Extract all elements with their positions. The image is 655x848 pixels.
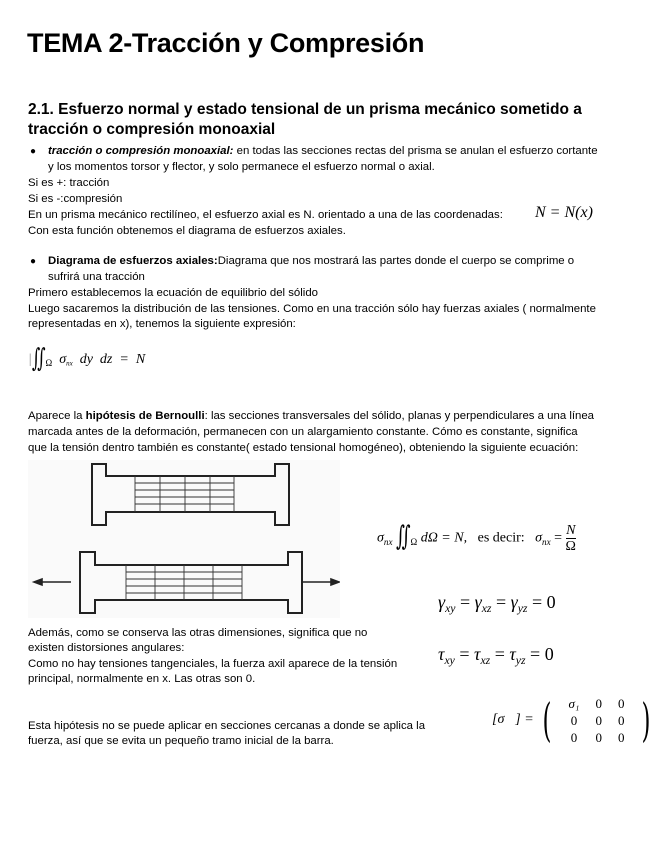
equation-integral-axial: $|∬_\Omega$ $\sigma_{nx}$ dy dz = N <box>28 342 146 373</box>
text-line: existen distorsiones angulares: <box>28 642 185 654</box>
bullet2-line2: sufrirá una tracción <box>48 271 145 283</box>
text-line: Con esta función obtenemos el diagrama de esfuerzos axiales. <box>28 225 346 237</box>
text-line: Esta hipótesis no se puede aplicar en secciones cercanas a donde se aplica la <box>28 720 426 732</box>
equation-gamma-zero: $\gamma_{xy} = \gamma_{xz} = \gamma_{yz} = 0$ <box>438 592 556 616</box>
bernoulli-line1: Aparece la hipótesis de Bernoulli: las secciones transversales del sólido, planas y perpendiculares a una línea <box>28 410 595 422</box>
bullet1-line2: y los momentos torsor y flector, y solo permanece el esfuerzo normal o axial. <box>48 161 435 173</box>
text-line: representadas en x), tenemos la siguiente expresión: <box>28 318 296 330</box>
text-line: En un prisma mecánico rectilíneo, el esfuerzo axial es N. orientado a una de las coordenadas: <box>28 209 503 221</box>
bullet1-text: en todas las secciones rectas del prisma se anulan el esfuerzo cortante <box>233 145 598 157</box>
text-line: principal, normalmente en x. Las otras son 0. <box>28 673 256 685</box>
bullet-icon: ● <box>30 256 37 267</box>
text-line: Luego sacaremos la distribución de las tensiones. Como en una tracción sólo hay fuerzas axiales ( normalmente <box>28 303 596 315</box>
section-heading-line1: 2.1. Esfuerzo normal y estado tensional de un prisma mecánico sometido a <box>28 101 582 118</box>
bernoulli-line3: que la tensión dentro también es constante( estado tensional homogéneo), obteniendo la siguiente ecuación: <box>28 442 579 454</box>
bernoulli-term: hipótesis de Bernoulli <box>85 410 205 422</box>
bullet2-text: Diagrama que nos mostrará las partes donde el cuerpo se comprime o <box>217 255 575 267</box>
equation-tau-zero: $\tau_{xy} = \tau_{xz} = \tau_{yz} = 0$ <box>438 644 554 668</box>
text-line: Como no hay tensiones tangenciales, la fuerza axil aparece de la tensión <box>28 658 398 670</box>
equation-sigma-nx: $\sigma_{nx}$ $∬_\Omega$ dΩ = N, es decir: $\sigma_{nx}$ = $\frac{N}{\Omega}$ <box>377 520 576 554</box>
bullet-icon: ● <box>30 146 37 157</box>
text-line: Además, como se conserva las otras dimensiones, significa que no <box>28 627 368 639</box>
bullet2-line1 <box>48 254 574 269</box>
page-title: TEMA 2-Tracción y Compresión <box>27 28 425 58</box>
bernoulli-line2: marcada antes de la deformación, permanecen con un alargamiento constante. Cómo es constante, significa <box>28 426 578 438</box>
text-line: fuerza, así que se evita un pequeño tramo inicial de la barra. <box>28 735 334 747</box>
section-heading-line2: tracción o compresión monoaxial <box>28 121 276 138</box>
bullet2-term: Diagrama de esfuerzos axiales: <box>48 255 218 267</box>
stress-tensor-matrix: [σ⃗] = ( σ₁ 0 0 0 0 0 0 0 0 ) <box>492 693 651 747</box>
bullet1-line1 <box>48 144 598 159</box>
text-line: Si es +: tracción <box>28 177 110 189</box>
specimen-figure <box>28 460 340 618</box>
text-line: Si es -:compresión <box>28 193 123 205</box>
bullet1-term: tracción o compresión monoaxial: <box>48 145 234 157</box>
equation-axial-function: N = N(x) <box>535 204 593 221</box>
text-line: Primero establecemos la ecuación de equilibrio del sólido <box>28 287 318 299</box>
